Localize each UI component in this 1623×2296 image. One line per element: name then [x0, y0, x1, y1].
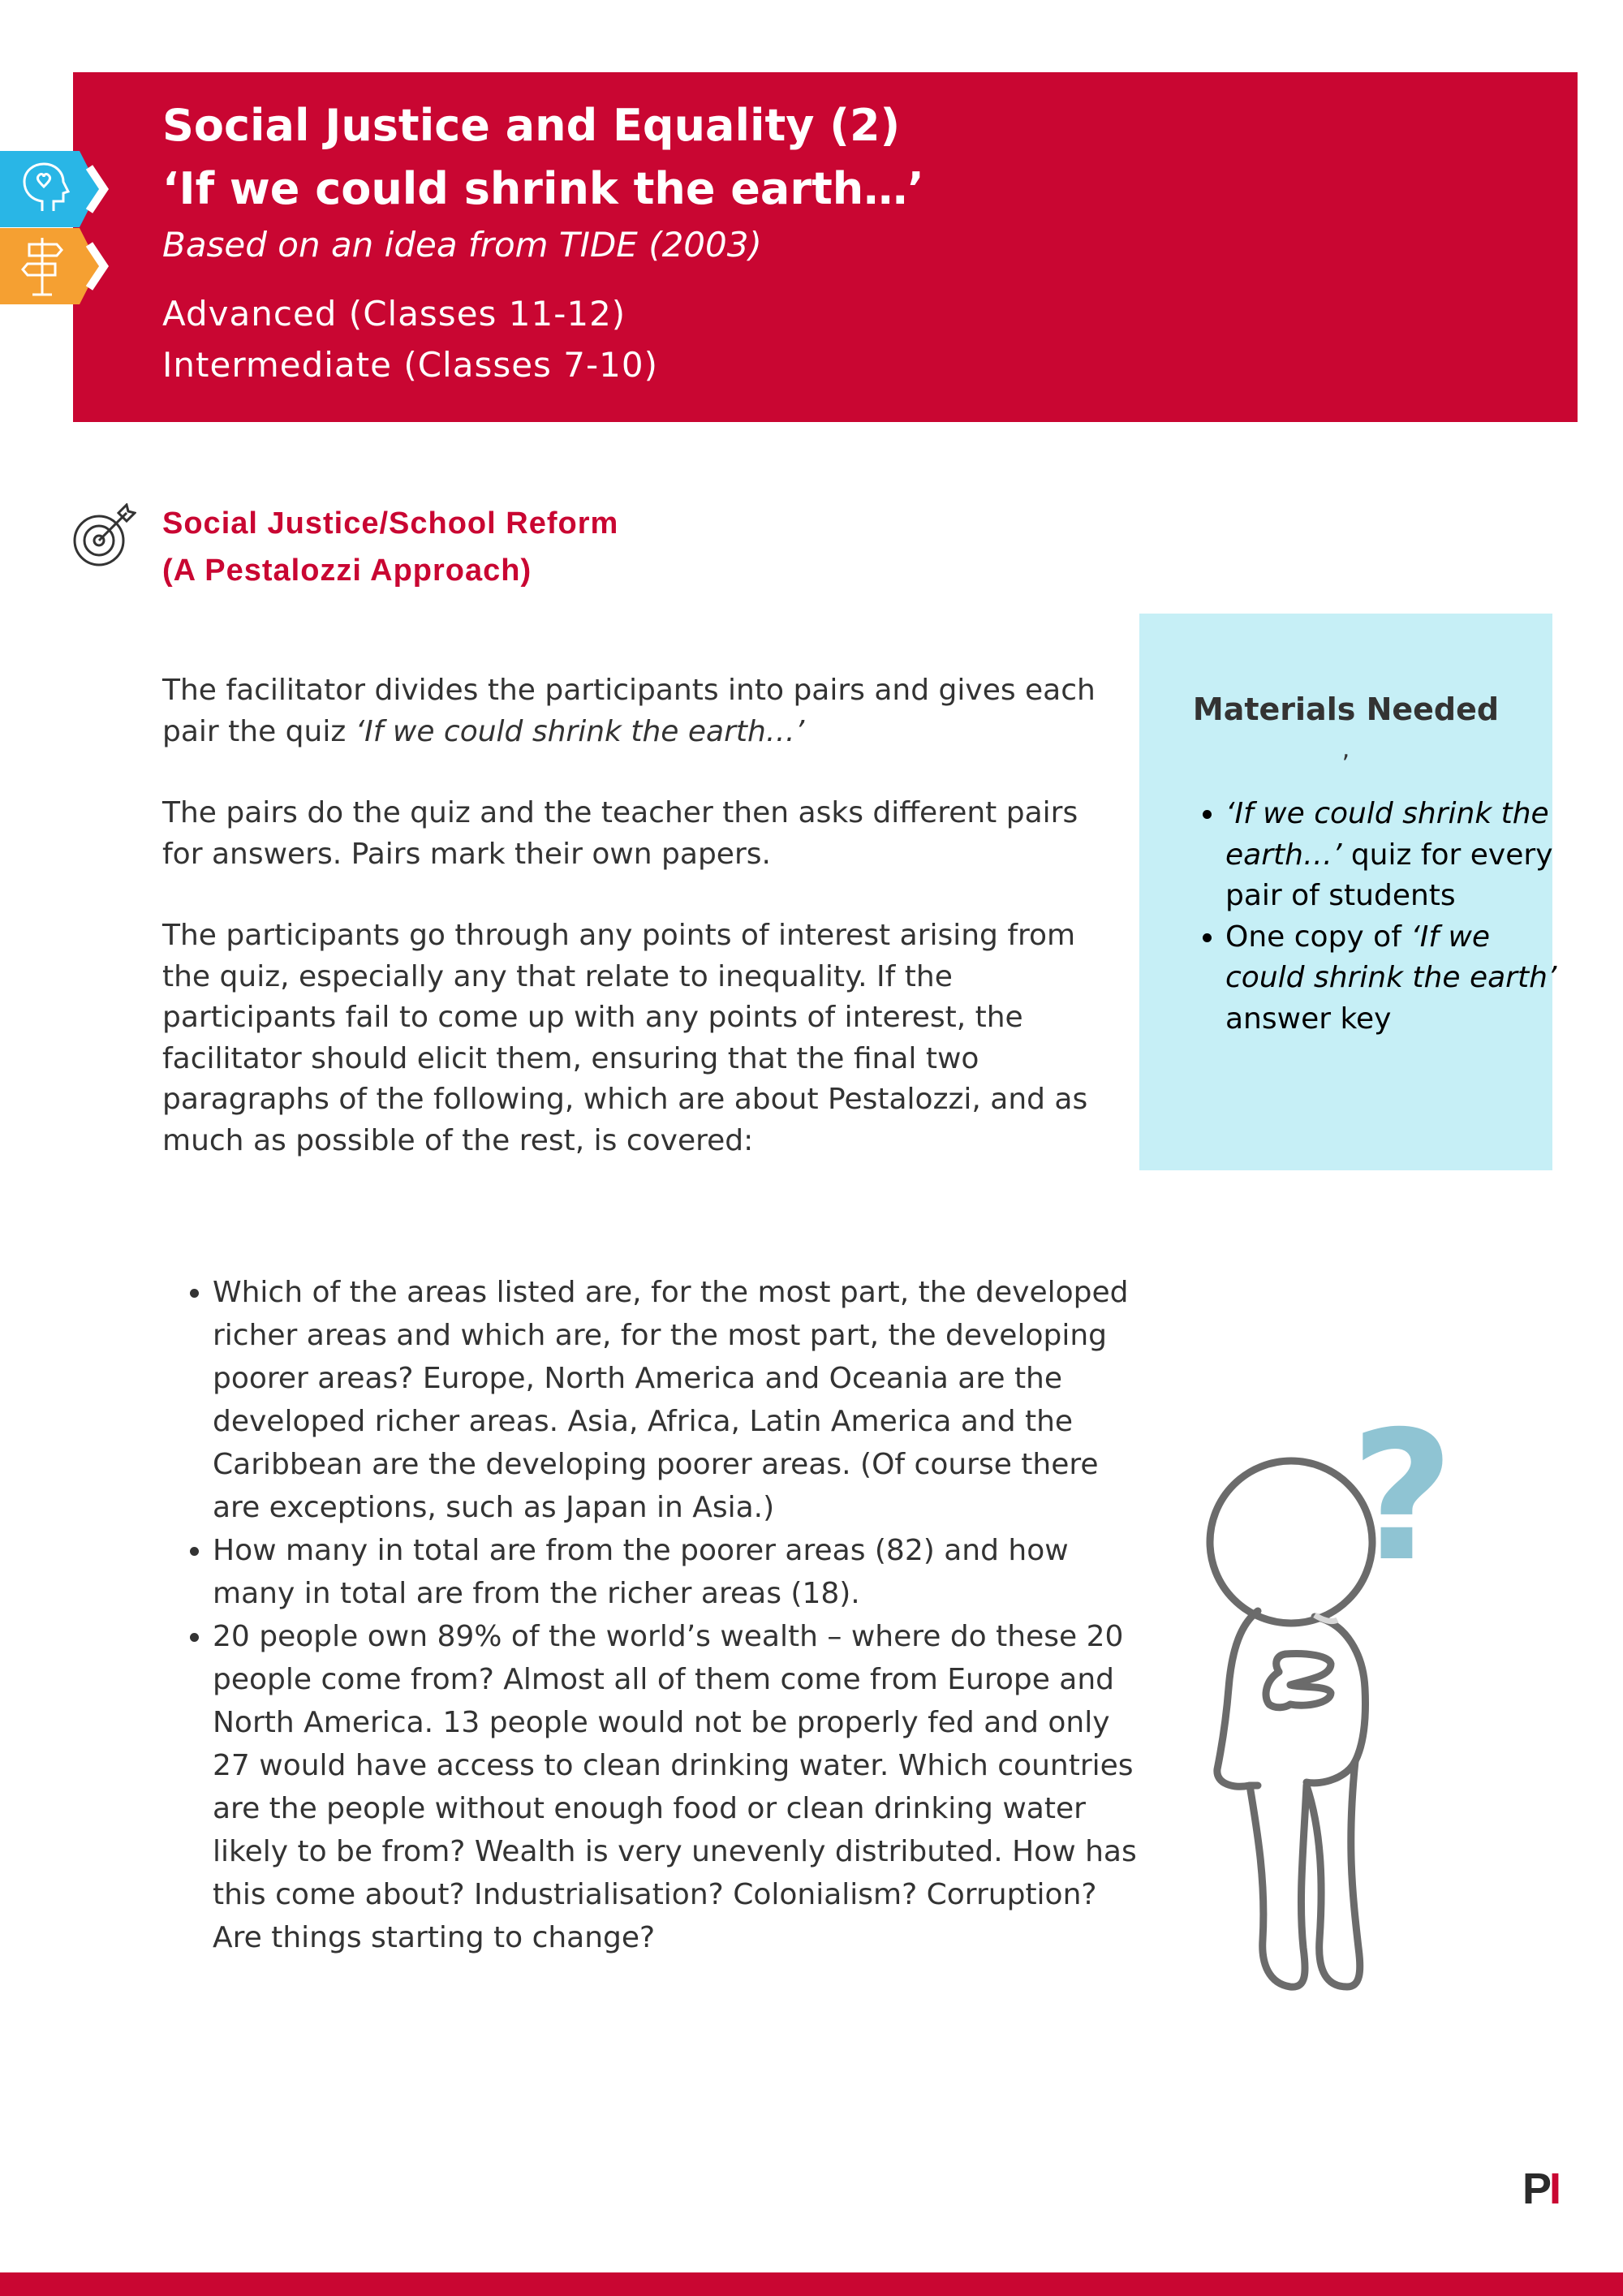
- quiz-title-italic: ‘If we could shrink the earth…’: [355, 714, 805, 748]
- title-line-2: ‘If we could shrink the earth…’: [162, 163, 924, 214]
- section-title-line-1: Social Justice/School Reform: [162, 506, 619, 541]
- materials-list: [1193, 794, 1574, 1040]
- question-mark-icon: ?: [1350, 1393, 1454, 1600]
- materials-title: Materials Needed: [1192, 691, 1500, 727]
- body-text: [162, 670, 1096, 1202]
- list-item: • ‘If we could shrink the earth…’ quiz for every pair of students: [1225, 794, 1574, 917]
- level-intermediate: Intermediate (Classes 7-10): [162, 345, 658, 385]
- list-item: • One copy of ‘If we could shrink the earth’ answer key: [1225, 917, 1574, 1040]
- discussion-points: [162, 1271, 1146, 1959]
- list-item: • Which of the areas listed are, for the most part, the developed richer areas and which are, for the most part, the developing poorer areas? Europe, North America and Oceania are the developed richer areas. Asia, Africa, Latin America and the Caribbean are the developing poorer areas. (Of course there are exceptions, such as Japan in Asia.): [213, 1271, 1146, 1529]
- footer-bar: [0, 2272, 1623, 2296]
- section-title-line-2: (A Pestalozzi Approach): [162, 554, 532, 588]
- paragraph-3: The participants go through any points of interest arising from the quiz, especially any that relate to inequality. If the participants fail to come up with any points of interest, the facilitator should elicit them, ensuring that the final two paragraphs of the following, which are about Pestalozzi, and as much as possible of the rest, is covered:: [162, 919, 1088, 1157]
- title-line-1: Social Justice and Equality (2): [162, 100, 901, 151]
- materials-stray-comma: ,: [1341, 735, 1350, 764]
- materials-box: [1139, 614, 1557, 1170]
- target-arrow-icon: [70, 503, 136, 570]
- header-banner: [73, 72, 1578, 422]
- thinking-person-illustration: [1185, 1380, 1477, 2029]
- paragraph-1: The facilitator divides the participants into pairs and gives each pair the quiz ‘If we could shrink the earth…’: [162, 674, 1096, 748]
- list-item: • How many in total are from the poorer areas (82) and how many in total are from the richer areas (18).: [213, 1529, 1146, 1615]
- subtitle: Based on an idea from TIDE (2003): [162, 225, 762, 265]
- level-advanced: Advanced (Classes 11-12): [162, 294, 626, 334]
- paragraph-2: The pairs do the quiz and the teacher then asks different pairs for answers. Pairs mark their own papers.: [162, 796, 1078, 871]
- signpost-badge-icon: [0, 228, 122, 304]
- pi-logo: PI: [1522, 2165, 1560, 2213]
- head-heart-badge-icon: [0, 151, 122, 227]
- list-item: • 20 people own 89% of the world’s wealth – where do these 20 people come from? Almost all of them come from Europe and North America. 13 people would not be properly fed and only 27 would have access to clean drinking water. Which countries are the people without enough food or clean drinking water likely to be from? Wealth is very unevenly distributed. How has this come about? Industrialisation? Colonialism? Corruption? Are things starting to change?: [213, 1615, 1146, 1959]
- section-title: [162, 500, 618, 594]
